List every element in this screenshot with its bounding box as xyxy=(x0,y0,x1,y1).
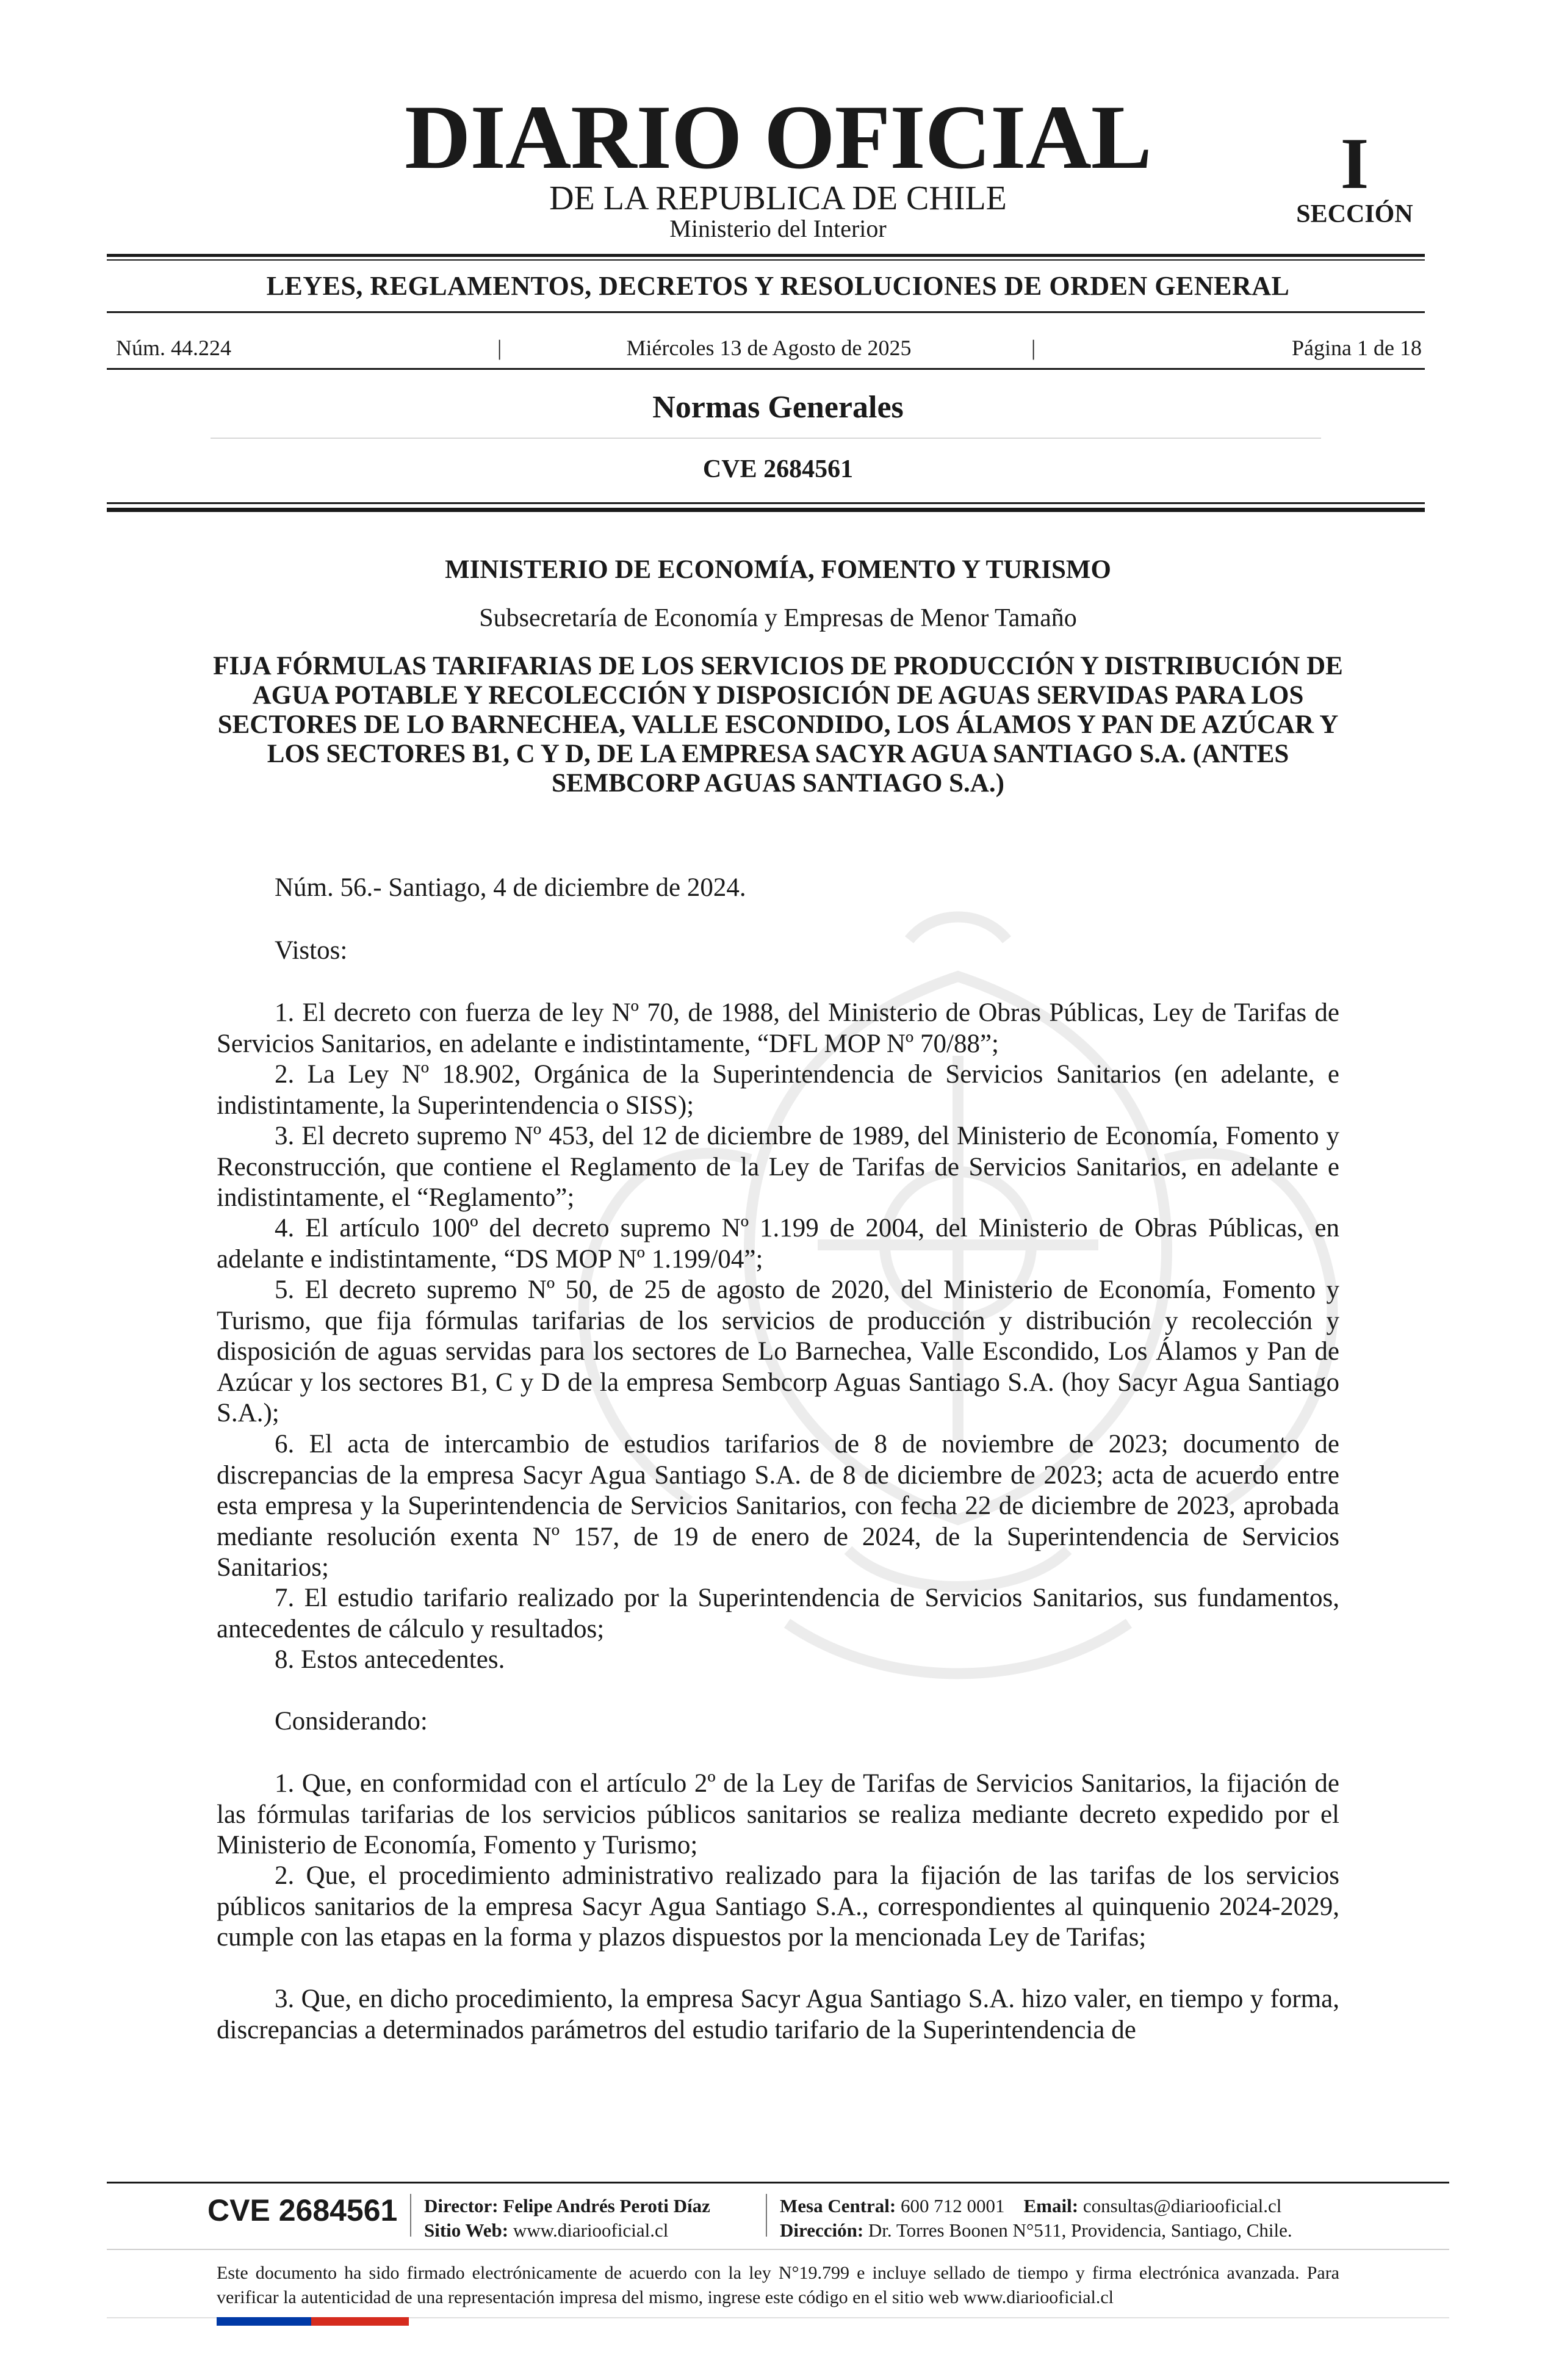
newspaper-subtitle: DE LA REPUBLICA DE CHILE xyxy=(549,179,1007,217)
divider xyxy=(211,438,1321,439)
footer-divider xyxy=(410,2194,411,2237)
considerando-item: 1. Que, en conformidad con el artículo 2º de la Ley de Tarifas de Servicios Sanitarios, la fijación de las fórmulas tarifarias de los servicios públicos sanitarios se realiza mediante decreto expedido por el Ministerio de Economía, Fomento y Turismo; xyxy=(217,1769,1339,1859)
footer-director-block xyxy=(424,2194,710,2243)
vistos-item: 7. El estudio tarifario realizado por la Superintendencia de Servicios Sanitarios, sus fundamentos, antecedentes de cálculo y resultados; xyxy=(217,1584,1339,1643)
subsecretaria: Subsecretaría de Economía y Empresas de Menor Tamaño xyxy=(479,604,1077,632)
masthead-rule-thin xyxy=(107,259,1425,261)
address-label: Dirección: xyxy=(780,2220,864,2241)
issuing-ministry: MINISTERIO DE ECONOMÍA, FOMENTO Y TURISMO xyxy=(445,555,1111,584)
issue-info-bar xyxy=(116,336,1422,360)
footer-rule xyxy=(107,2182,1449,2183)
director-label: Director: xyxy=(424,2195,499,2216)
considerando-item: 3. Que, en dicho procedimiento, la empresa Sacyr Agua Santiago S.A. hizo valer, en tiempo y forma, discrepancias a determinados parámetros del estudio tarifario de la Superintendencia de xyxy=(217,1985,1339,2044)
footer-cve-code: CVE 2684561 xyxy=(207,2193,398,2227)
section-label: SECCIÓN xyxy=(1296,200,1413,228)
category-line: LEYES, REGLAMENTOS, DECRETOS Y RESOLUCIONES DE ORDEN GENERAL xyxy=(266,271,1290,301)
vistos-item: 8. Estos antecedentes. xyxy=(275,1645,505,1674)
footer-note-rule xyxy=(107,2249,1449,2250)
considerando-item: 2. Que, el procedimiento administrativo realizado para la fijación de las tarifas de los servicios públicos sanitarios de la empresa Sacyr Agua Santiago S.A., correspondientes al quinquenio 2024-2029, cumple con las etapas en la forma y plazos dispuestos por la mencionada Ley de Tarifas; xyxy=(217,1861,1339,1952)
mesa-phone: 600 712 0001 xyxy=(901,2195,1005,2216)
issue-date: Miércoles 13 de Agosto de 2025 xyxy=(626,336,912,360)
header-rule xyxy=(107,502,1425,504)
vistos-item: 1. El decreto con fuerza de ley Nº 70, de 1988, del Ministerio de Obras Públicas, Ley de Tarifas de Servicios Sanitarios, en adelante e indistintamente, “DFL MOP Nº 70/88”; xyxy=(217,998,1339,1058)
section-heading: Normas Generales xyxy=(652,390,904,425)
flag-stripe-red xyxy=(311,2317,409,2326)
publisher-ministry: Ministerio del Interior xyxy=(669,215,887,242)
website-label: Sitio Web: xyxy=(424,2220,509,2241)
address-text: Dr. Torres Boonen N°511, Providencia, Santiago, Chile. xyxy=(868,2220,1292,2241)
vistos-item: 2. La Ley Nº 18.902, Orgánica de la Superintendencia de Servicios Sanitarios (en adelante, e indistintamente, la Superintendencia o SISS); xyxy=(217,1060,1339,1120)
flag-stripe-blue xyxy=(217,2317,311,2326)
category-rule xyxy=(107,311,1425,313)
info-rule xyxy=(107,368,1425,370)
email-label: Email: xyxy=(1023,2195,1079,2216)
vistos-item: 3. El decreto supremo Nº 453, del 12 de diciembre de 1989, del Ministerio de Economía, Fomento y Reconstrucción, que contiene el Reglamento de la Ley de Tarifas de Servicios Sanitarios, en adelante e indistintamente, el “Reglamento”; xyxy=(217,1122,1339,1212)
header-rule-thick xyxy=(107,508,1425,512)
decree-title: FIJA FÓRMULAS TARIFARIAS DE LOS SERVICIOS DE PRODUCCIÓN Y DISTRIBUCIÓN DE AGUA POTABLE Y RECOLECCIÓN Y DISPOSICIÓN DE AGUAS SERVIDAS PARA LOS SECTORES DE LO BARNECHEA, VALLE ESCONDIDO, LOS ÁLAMOS Y PAN DE AZÚCAR Y LOS SECTORES B1, C Y D, DE LA EMPRESA SACYR AGUA SANTIAGO S.A. (ANTES SEMBCORP AGUAS SANTIAGO S.A.) xyxy=(213,652,1343,798)
issue-number: Núm. 44.224 xyxy=(116,336,231,360)
considerando-label: Considerando: xyxy=(275,1707,428,1736)
separator: | xyxy=(1031,336,1036,360)
section-number: I xyxy=(1340,123,1369,204)
website-link[interactable]: www.diariooficial.cl xyxy=(513,2220,669,2241)
vistos-item: 4. El artículo 100º del decreto supremo Nº 1.199 de 2004, del Ministerio de Obras Públicas, en adelante e indistintamente, “DS MOP Nº 1.199/04”; xyxy=(217,1214,1339,1274)
vistos-item: 6. El acta de intercambio de estudios tarifarios de 8 de noviembre de 2023; documento de discrepancias de la empresa Sacyr Agua Santiago S.A. de 8 de diciembre de 2023; acta de acuerdo entre esta empresa y la Superintendencia de Servicios Sanitarios, con fecha 22 de diciembre de 2023, aprobada mediante resolución exenta Nº 157, de 19 de enero de 2024, de la Superintendencia de Servicios Sanitarios; xyxy=(217,1430,1339,1582)
director-name: Felipe Andrés Peroti Díaz xyxy=(503,2195,710,2216)
vistos-item: 5. El decreto supremo Nº 50, de 25 de agosto de 2020, del Ministerio de Economía, Fomento y Turismo, que fija fórmulas tarifarias de los servicios de producción y distribución y recolección y disposición de aguas servidas para los sectores de Lo Barnechea, Valle Escondido, Los Álamos y Pan de Azúcar y los sectores B1, C y D de la empresa Sembcorp Aguas Santiago S.A. (hoy Sacyr Agua Santiago S.A.); xyxy=(217,1275,1339,1427)
masthead-rule xyxy=(107,254,1425,257)
cve-code: CVE 2684561 xyxy=(702,455,854,483)
separator: | xyxy=(497,336,502,360)
footer-signature-note: Este documento ha sido firmado electrónicamente de acuerdo con la ley N°19.799 e incluye sellado de tiempo y firma electrónica avanzada. Para verificar la autenticidad de una representación impresa del mismo, ingrese este código en el sitio web www.diariooficial.cl xyxy=(217,2263,1339,2307)
newspaper-title: DIARIO OFICIAL xyxy=(405,87,1151,188)
footer-divider xyxy=(766,2194,767,2237)
vistos-label: Vistos: xyxy=(275,936,348,965)
decree-number: Núm. 56.- Santiago, 4 de diciembre de 2024. xyxy=(275,873,746,902)
page-indicator: Página 1 de 18 xyxy=(1292,336,1422,360)
mesa-label: Mesa Central: xyxy=(780,2195,896,2216)
footer-contact-block xyxy=(780,2194,1292,2243)
email-link[interactable]: consultas@diariooficial.cl xyxy=(1082,2195,1282,2216)
